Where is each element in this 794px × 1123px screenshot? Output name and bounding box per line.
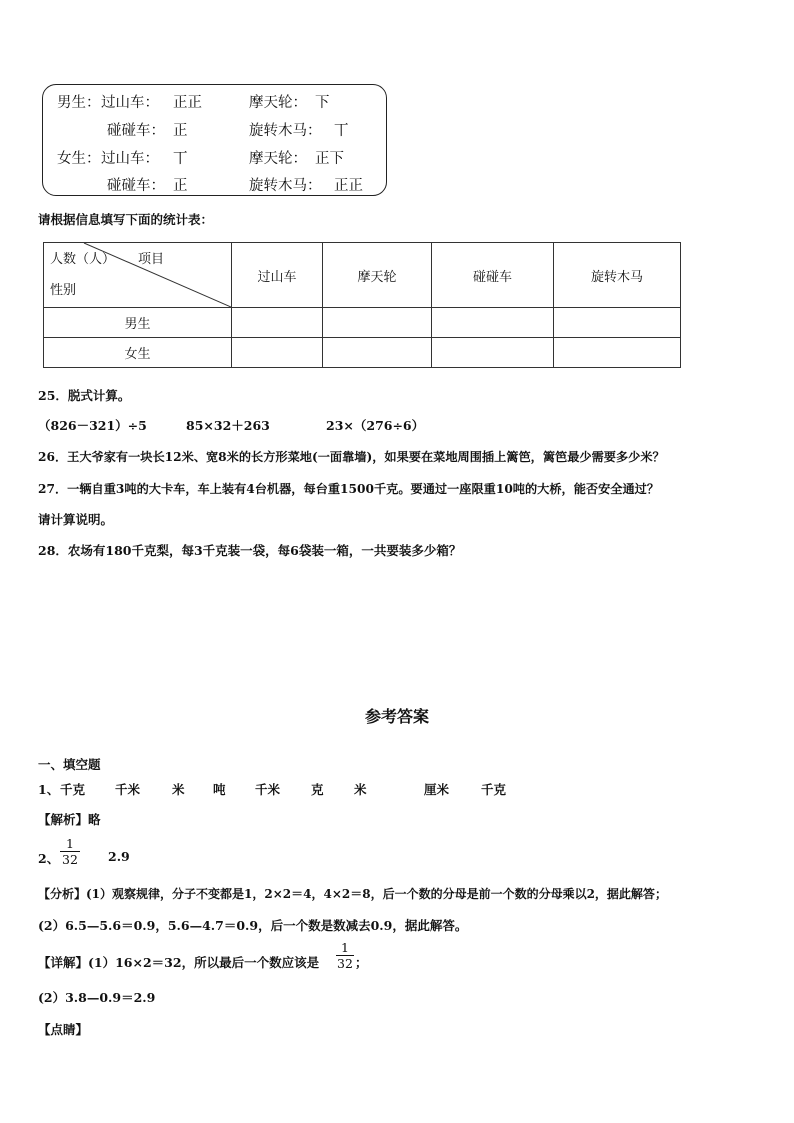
answer-2-key-point: 【点睛】: [38, 1022, 89, 1037]
tally-info-box: [42, 84, 387, 196]
girls-ferris-tally: 正下: [315, 151, 344, 167]
table-instruction: 请根据信息填写下面的统计表：: [38, 212, 214, 227]
boys-carousel-label: 旋转木马：: [249, 123, 322, 139]
answer-1-analysis: 【解析】略: [38, 812, 101, 827]
q25-expression-1: （826－321）÷5: [38, 418, 147, 433]
corner-item-label: 项目: [138, 252, 165, 267]
girls-bumper-tally: 正: [173, 178, 188, 194]
cell-boys-roller[interactable]: [232, 308, 323, 338]
col-header-roller: 过山车: [232, 243, 323, 308]
answer-1-unit-1: 千克: [60, 782, 86, 797]
cell-boys-carousel[interactable]: [554, 308, 681, 338]
fraction-denominator: 32: [62, 852, 78, 867]
answers-title: 参考答案: [364, 707, 429, 726]
section-fill-in-blank: 一、填空题: [38, 757, 101, 772]
fraction-numerator: 1: [66, 836, 74, 851]
answer-2-detail-1: 【详解】(1）16×2＝32，所以最后一个数应该是: [38, 955, 320, 970]
col-header-ferris: 摩天轮: [323, 243, 432, 308]
answer-1-unit-8: 厘米: [424, 782, 450, 797]
answer-2-analysis-1: 【分析】(1）观察规律，分子不变都是1，2×2＝4，4×2＝8，后一个数的分母是前一个数的分母乘以2，据此解答；: [38, 887, 667, 901]
answer-1-unit-5: 千米: [255, 782, 281, 797]
question-26: 26．王大爷家有一块长12米、宽8米的长方形菜地(一面靠墙)，如果要在菜地周围插上篱笆，篱笆最少需要多少米？: [38, 450, 665, 464]
cell-boys-bumper[interactable]: [432, 308, 554, 338]
boys-carousel-tally: 丅: [334, 123, 349, 139]
question-28: 28．农场有180千克梨，每3千克装一袋，每6袋装一箱，一共要装多少箱？: [38, 543, 462, 558]
table-corner-cell: [44, 243, 232, 308]
col-header-carousel: 旋转木马: [554, 243, 681, 308]
girls-ferris-label: 摩天轮：: [249, 151, 307, 167]
boys-roller-label: 过山车：: [101, 95, 159, 111]
boys-label: 男生：: [57, 95, 101, 111]
cell-girls-roller[interactable]: [232, 338, 323, 368]
statistics-table: [43, 242, 681, 368]
answer-1-unit-4: 吨: [213, 782, 226, 797]
girls-label: 女生：: [57, 151, 101, 167]
girls-carousel-label: 旋转木马：: [249, 178, 322, 194]
detail-fraction: [336, 940, 354, 971]
girls-roller-tally: 丅: [173, 151, 188, 167]
answer-1-unit-3: 米: [172, 782, 185, 797]
answer-2-detail-1-end: ；: [355, 955, 368, 970]
q25-expression-2: 85×32＋263: [186, 418, 270, 433]
col-header-bumper: 碰碰车: [432, 243, 554, 308]
answer-2-fraction: [60, 836, 80, 867]
cell-girls-carousel[interactable]: [554, 338, 681, 368]
detail-fraction-denominator: 32: [337, 956, 353, 971]
boys-roller-tally: 正正: [173, 95, 202, 111]
answer-2-detail-2: (2）3.8—0.9＝2.9: [38, 990, 156, 1005]
boys-bumper-label: 碰碰车：: [107, 123, 165, 139]
answer-1-number: 1、: [38, 782, 60, 797]
answer-2-number: 2、: [38, 851, 60, 866]
question-27-continued: 请计算说明。: [38, 512, 114, 527]
answer-1-unit-6: 克: [311, 782, 324, 797]
boys-bumper-tally: 正: [173, 123, 188, 139]
cell-boys-ferris[interactable]: [323, 308, 432, 338]
answer-1-unit-9: 千克: [481, 782, 507, 797]
corner-gender-label: 性别: [50, 283, 77, 298]
answer-2-value: 2.9: [108, 849, 130, 864]
boys-ferris-label: 摩天轮：: [249, 95, 307, 111]
girls-roller-label: 过山车：: [101, 151, 159, 167]
answer-1-unit-2: 千米: [115, 782, 141, 797]
row-header-boys: 男生: [44, 308, 232, 338]
q25-expression-3: 23×（276÷6）: [326, 418, 425, 433]
girls-bumper-label: 碰碰车：: [107, 178, 165, 194]
question-25: 25．脱式计算。: [38, 388, 131, 403]
question-27: 27．一辆自重3吨的大卡车，车上装有4台机器，每台重1500千克。要通过一座限重10吨的大桥，能否安全通过？: [38, 482, 660, 496]
cell-girls-ferris[interactable]: [323, 338, 432, 368]
row-header-girls: 女生: [44, 338, 232, 368]
cell-girls-bumper[interactable]: [432, 338, 554, 368]
corner-people-label: 人数（人）: [50, 252, 116, 267]
boys-ferris-tally: 下: [315, 95, 330, 111]
detail-fraction-numerator: 1: [341, 940, 349, 955]
answer-1-unit-7: 米: [354, 782, 367, 797]
girls-carousel-tally: 正正: [334, 178, 363, 194]
answer-2-analysis-2: (2）6.5—5.6＝0.9，5.6—4.7＝0.9，后一个数是数减去0.9，据此解答。: [38, 918, 468, 933]
